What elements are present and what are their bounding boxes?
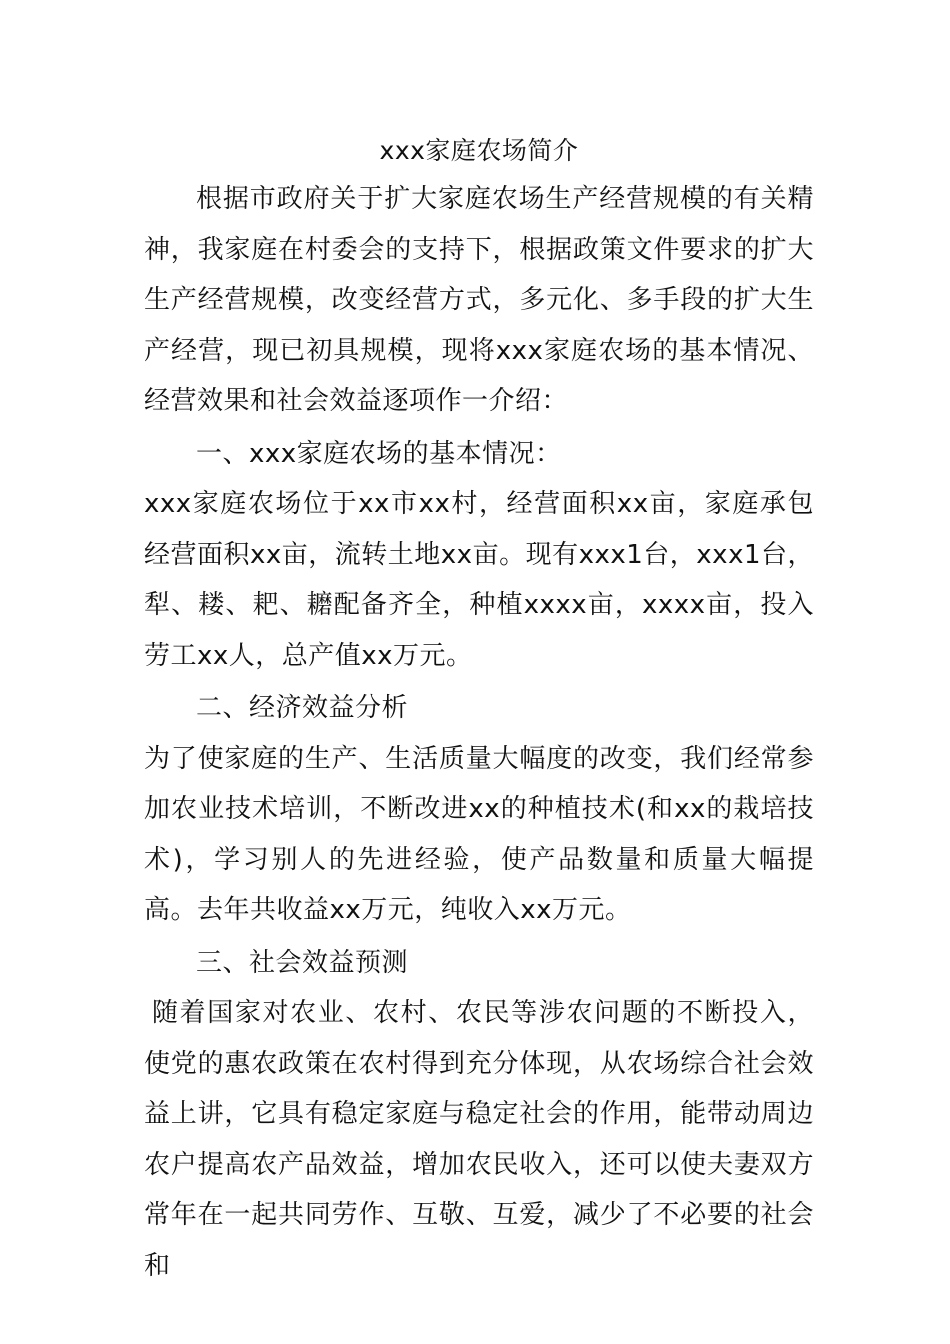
section-body-economic: 为了使家庭的生产、生活质量大幅度的改变，我们经常参加农业技术培训，不断改进xx的种植技术(和xx的栽培技术)，学习别人的先进经验，使产品数量和质量大幅提高。去年共收益xx万元，纯收入xx万元。 xyxy=(144,743,814,925)
document-body xyxy=(144,128,814,1291)
document-title: xxx家庭农场简介 xyxy=(379,136,579,165)
section-body-social: 随着国家对农业、农村、农民等涉农问题的不断投入，使党的惠农政策在农村得到充分体现，从农场综合社会效益上讲，它具有稳定家庭与稳定社会的作用，能带动周边农户提高农产品效益，增加农民收入，还可以使夫妻双方常年在一起共同劳作、互敬、互爱，减少了不必要的社会和 xyxy=(144,998,814,1281)
intro-paragraph: 根据市政府关于扩大家庭农场生产经营规模的有关精神，我家庭在村委会的支持下，根据政策文件要求的扩大生产经营规模，改变经营方式，多元化、多手段的扩大生产经营，现已初具规模，现将xxx家庭农场的基本情况、经营效果和社会效益逐项作一介绍： xyxy=(144,184,814,416)
section-heading-economic: 二、经济效益分析 xyxy=(196,693,409,723)
section-heading-basic-info: 一、xxx家庭农场的基本情况： xyxy=(196,438,562,469)
section-body-basic-info: xxx家庭农场位于xx市xx村，经营面积xx亩，家庭承包经营面积xx亩，流转土地xx亩。现有xxx1台，xxx1台，犁、耧、耙、耱配备齐全，种植xxxx亩，xxxx亩，投入劳工xx人，总产值xx万元。 xyxy=(144,489,814,671)
section-heading-social: 三、社会效益预测 xyxy=(196,947,409,978)
